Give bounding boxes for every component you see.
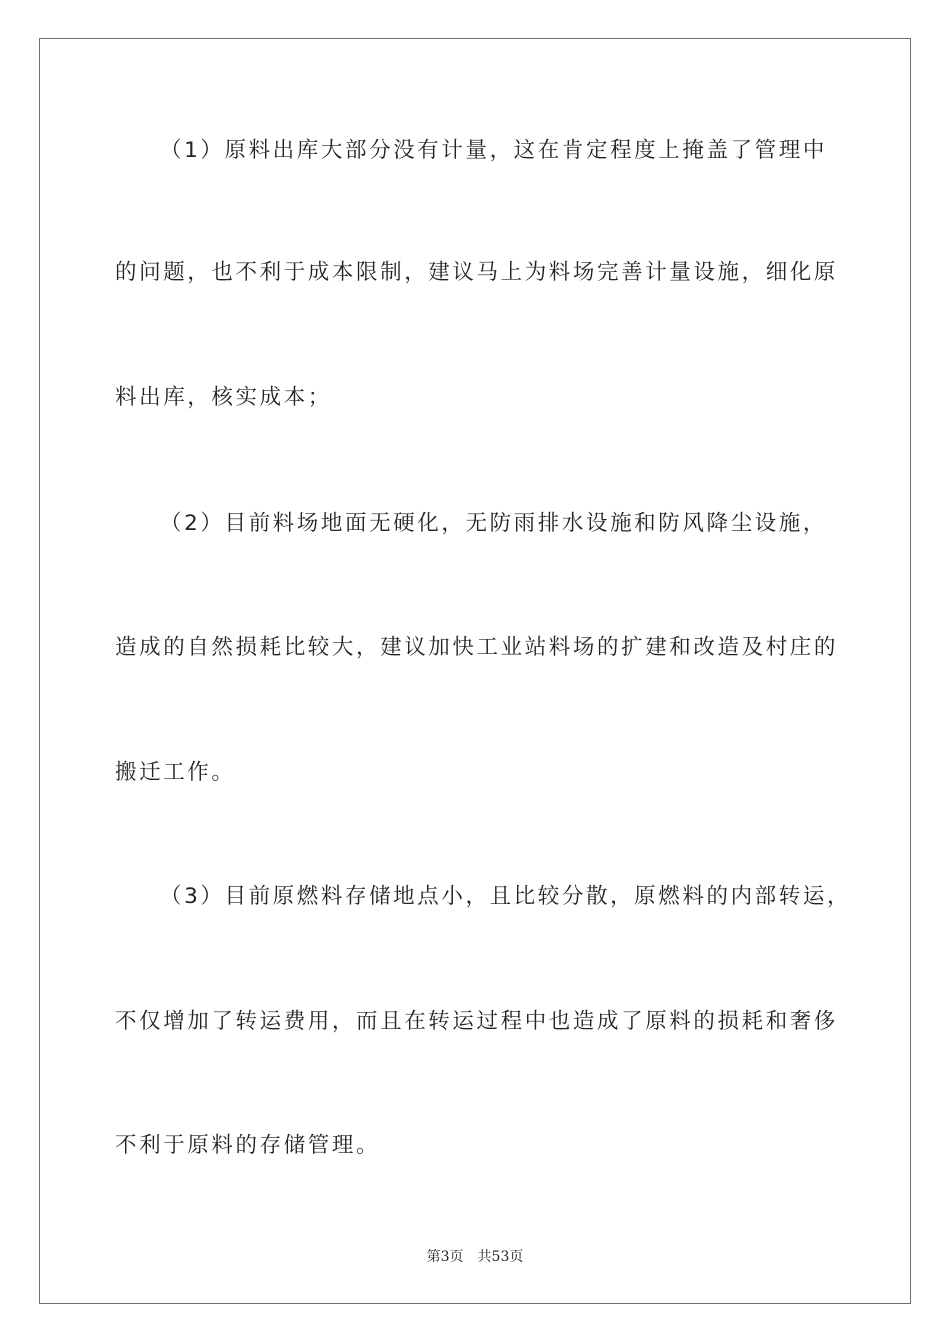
text-line: 不仅增加了转运费用，而且在转运过程中也造成了原料的损耗和奢侈: [115, 1009, 839, 1034]
text-line: 料出库，核实成本；: [115, 385, 332, 410]
text-line: 的问题，也不利于成本限制，建议马上为料场完善计量设施，细化原: [115, 260, 839, 285]
text-line: 造成的自然损耗比较大，建议加快工业站料场的扩建和改造及村庄的: [115, 635, 839, 660]
text-line: （3）目前原燃料存储地点小，且比较分散，原燃料的内部转运，: [160, 884, 852, 909]
page-footer: [0, 1248, 950, 1266]
text-line: （1）原料出库大部分没有计量，这在肯定程度上掩盖了管理中: [160, 138, 827, 163]
page-total: 共53页: [477, 1249, 524, 1265]
text-line: （2）目前料场地面无硬化，无防雨排水设施和防风降尘设施，: [160, 511, 827, 536]
text-line: 搬迁工作。: [115, 760, 236, 785]
page-number: 第3页: [426, 1249, 464, 1265]
page-border: [39, 38, 911, 1304]
text-line: 不利于原料的存储管理。: [115, 1133, 381, 1158]
